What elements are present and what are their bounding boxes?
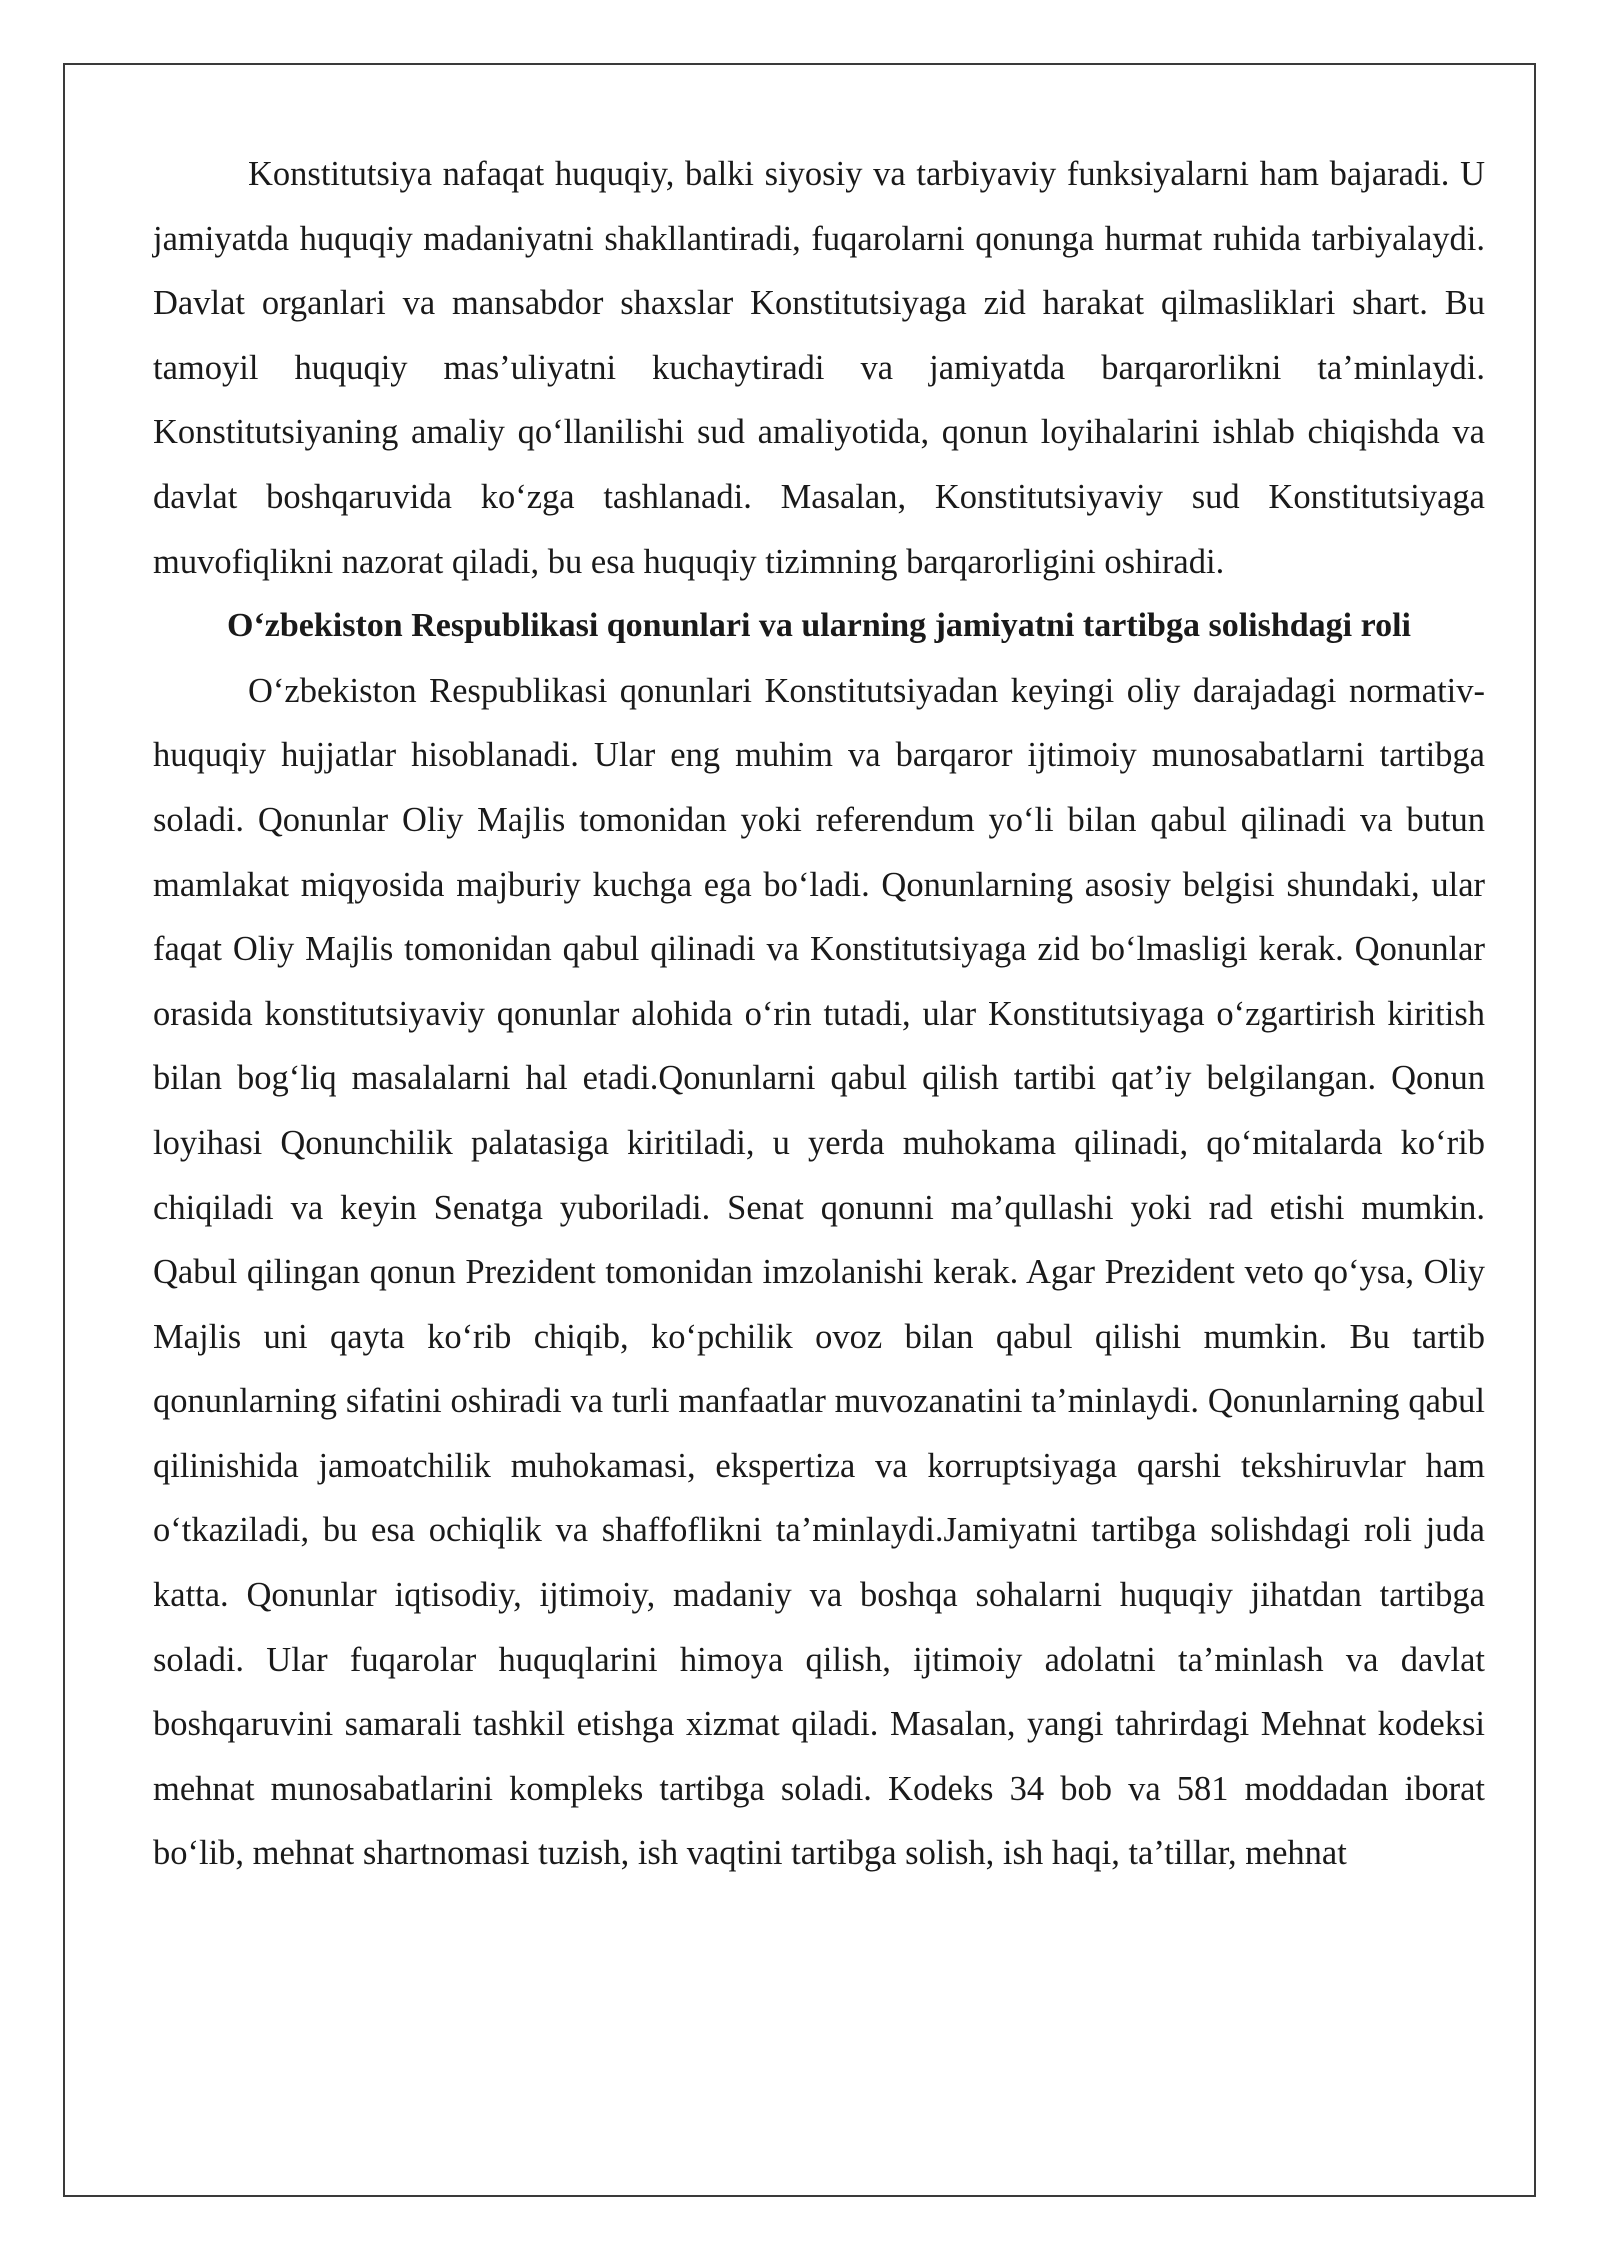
paragraph: Konstitutsiya nafaqat huquqiy, balki siyosiy va tarbiyaviy funksiyalarni ham bajaradi. U jamiyatda huquqiy madaniyatni shakllantiradi, fuqarolarni qonunga hurmat ruhida tarbiyalaydi. Davlat organlari va mansabdor shaxslar Konstitutsiyaga zid harakat qilmasliklari shart. Bu tamoyil huquqiy mas’uliyatni kuchaytiradi va jamiyatda barqarorlikni ta’minlaydi. Konstitutsiyaning amaliy qo‘llanilishi sud amaliyotida, qonun loyihalarini ishlab chiqishda va davlat boshqaruvida ko‘zga tashlanadi. Masalan, Konstitutsiyaviy sud Konstitutsiyaga muvofiqlikni nazorat qiladi, bu esa huquqiy tizimning barqarorligini oshiradi.	[153, 155, 1485, 581]
document-body	[153, 142, 1485, 1886]
paragraph: O‘zbekiston Respublikasi qonunlari Konstitutsiyadan keyingi oliy darajadagi normativ-huquqiy hujjatlar hisoblanadi. Ular eng muhim va barqaror ijtimoiy munosabatlarni tartibga soladi. Qonunlar Oliy Majlis tomonidan yoki referendum yo‘li bilan qabul qilinadi va butun mamlakat miqyosida majburiy kuchga ega bo‘ladi. Qonunlarning asosiy belgisi shundaki, ular faqat Oliy Majlis tomonidan qabul qilinadi va Konstitutsiyaga zid bo‘lmasligi kerak. Qonunlar orasida konstitutsiyaviy qonunlar alohida o‘rin tutadi, ular Konstitutsiyaga o‘zgartirish kiritish bilan bog‘liq masalalarni hal etadi.Qonunlarni qabul qilish tartibi qat’iy belgilangan. Qonun loyihasi Qonunchilik palatasiga kiritiladi, u yerda muhokama qilinadi, qo‘mitalarda ko‘rib chiqiladi va keyin Senatga yuboriladi. Senat qonunni ma’qullashi yoki rad etishi mumkin. Qabul qilingan qonun Prezident tomonidan imzolanishi kerak. Agar Prezident veto qo‘ysa, Oliy Majlis uni qayta ko‘rib chiqib, ko‘pchilik ovoz bilan qabul qilishi mumkin. Bu tartib qonunlarning sifatini oshiradi va turli manfaatlar muvozanatini ta’minlaydi. Qonunlarning qabul qilinishida jamoatchilik muhokamasi, ekspertiza va korruptsiyaga qarshi tekshiruvlar ham o‘tkaziladi, bu esa ochiqlik va shaffoflikni ta’minlaydi.Jamiyatni tartibga solishdagi roli juda katta. Qonunlar iqtisodiy, ijtimoiy, madaniy va boshqa sohalarni huquqiy jihatdan tartibga soladi. Ular fuqarolar huquqlarini himoya qilish, ijtimoiy adolatni ta’minlash va davlat boshqaruvini samarali tashkil etishga xizmat qiladi. Masalan, yangi tahrirdagi Mehnat kodeksi mehnat munosabatlarini kompleks tartibga soladi. Kodeks 34 bob va 581 moddadan iborat bo‘lib, mehnat shartnomasi tuzish, ish vaqtini tartibga solish, ish haqi, ta’tillar, mehnat	[153, 671, 1485, 1873]
section-heading: O‘zbekiston Respublikasi qonunlari va ularning jamiyatni tartibga solishdagi roli	[227, 607, 1411, 645]
